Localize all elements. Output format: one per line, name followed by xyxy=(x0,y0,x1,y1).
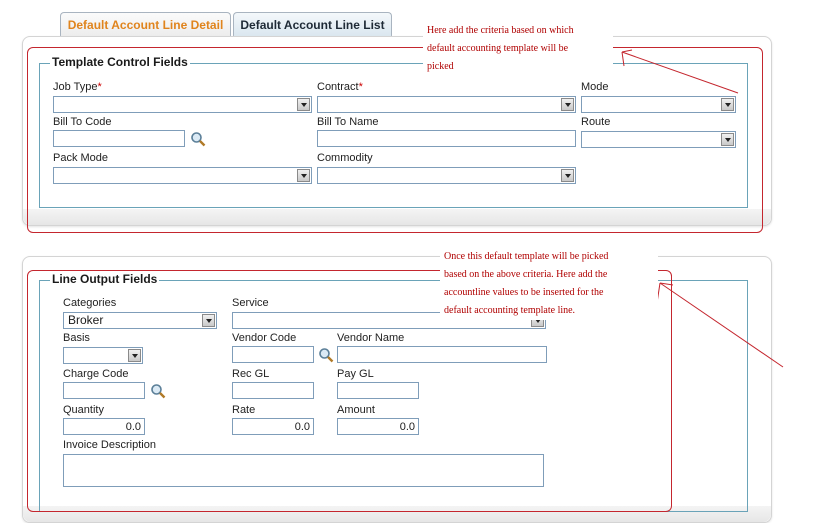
contract-label: Contract* xyxy=(317,81,363,93)
bill-to-name-label: Bill To Name xyxy=(317,116,379,128)
invoice-description-label: Invoice Description xyxy=(63,439,156,451)
annotation-note-template: Here add the criteria based on which default accounting template will be picked xyxy=(423,22,613,76)
rate-label: Rate xyxy=(232,404,256,416)
categories-label: Categories xyxy=(63,297,117,309)
charge-code-label: Charge Code xyxy=(63,368,129,380)
job-type-label: Job Type* xyxy=(53,81,102,93)
tab-default-account-line-detail[interactable]: Default Account Line Detail xyxy=(60,12,231,37)
template-control-legend: Template Control Fields xyxy=(52,55,188,69)
amount-input[interactable]: 0.0 xyxy=(337,418,419,435)
tab-default-account-line-list[interactable]: Default Account Line List xyxy=(233,12,392,37)
mode-label: Mode xyxy=(581,81,609,93)
commodity-label: Commodity xyxy=(317,152,373,164)
categories-select[interactable]: Broker xyxy=(63,312,217,329)
quantity-input[interactable]: 0.0 xyxy=(63,418,145,435)
line-output-legend: Line Output Fields xyxy=(52,272,158,286)
quantity-label: Quantity xyxy=(63,404,104,416)
rec-gl-label: Rec GL xyxy=(232,368,270,380)
amount-label: Amount xyxy=(337,404,375,416)
basis-label: Basis xyxy=(63,332,90,344)
bill-to-code-label: Bill To Code xyxy=(53,116,112,128)
annotation-note-output: Once this default template will be picked based on the above criteria. Here add the accountline values to be inserted for the default accounting template line. xyxy=(440,248,658,320)
rate-input[interactable]: 0.0 xyxy=(232,418,314,435)
service-label: Service xyxy=(232,297,269,309)
route-label: Route xyxy=(581,116,611,128)
vendor-code-label: Vendor Code xyxy=(232,332,297,344)
pack-mode-label: Pack Mode xyxy=(53,152,109,164)
pay-gl-label: Pay GL xyxy=(337,368,374,380)
vendor-name-label: Vendor Name xyxy=(337,332,405,344)
